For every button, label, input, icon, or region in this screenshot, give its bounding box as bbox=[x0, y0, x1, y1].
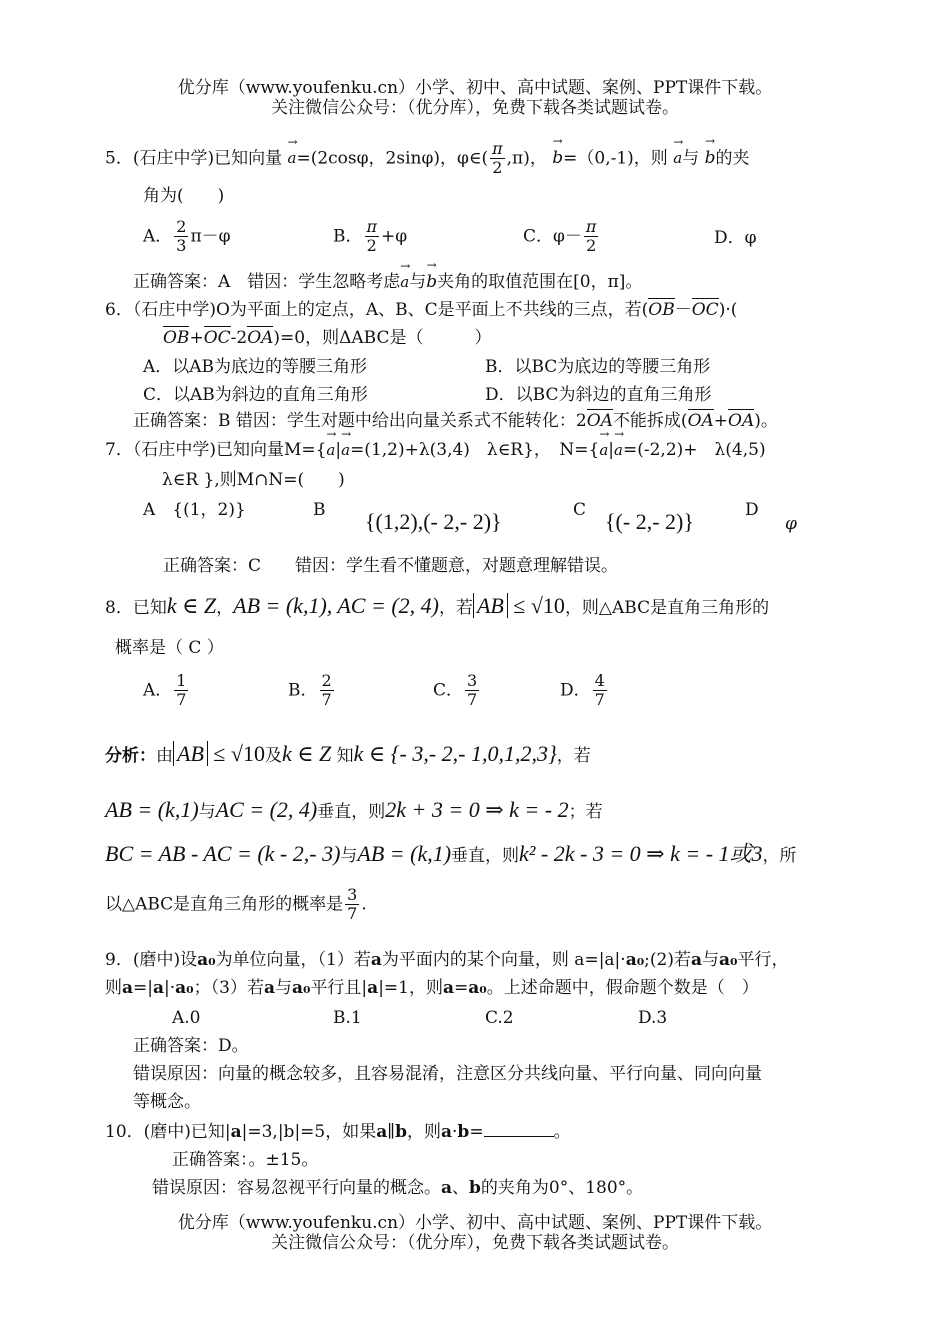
q6-option-c: C．以AB为斜边的直角三角形 bbox=[143, 385, 368, 405]
q9-reason-line1: 错误原因：向量的概念较多，且容易混淆，注意区分共线向量、平行向量、同向向量 bbox=[133, 1064, 762, 1084]
footer-line-1: 优分库（www.youfenku.cn）小学、初中、高中试题、案例、PPT课件下载。 bbox=[177, 1213, 773, 1233]
footer-line-2: 关注微信公众号：（优分库），免费下载各类试题试卷。 bbox=[271, 1233, 679, 1253]
q8-stem: 8．已知k ∈ Z，AB = (k,1), AC = (2, 4)，若 AB ≤ √10，则△ABC是直角三角形的 bbox=[105, 593, 770, 618]
q8-option-d: D． $\frac{4}{7}$ bbox=[560, 671, 605, 710]
vector-b: → b bbox=[705, 148, 716, 169]
q8-option-c: C． $\frac{3}{7}$ bbox=[433, 671, 478, 710]
answer-blank bbox=[484, 1122, 554, 1137]
q10-stem: 10．(磨中)已知|a|=3,|b|=5，如果a∥b，则a·b= 。 bbox=[105, 1122, 571, 1142]
q7-option-b-label: B bbox=[313, 500, 326, 520]
q7-option-c-label: C bbox=[573, 500, 587, 520]
q9-stem: 9．(磨中)设a₀为单位向量，（1）若a为平面内的某个向量，则 a=|a|·a₀;(2)若a与a₀平行， bbox=[105, 950, 789, 970]
q6-option-a: A．以AB为底边的等腰三角形 bbox=[143, 357, 368, 377]
q6-option-d: D．以BC为斜边的直角三角形 bbox=[485, 385, 712, 405]
q5-option-b: B． $\frac{\pi}{2}$ +φ bbox=[333, 217, 408, 256]
q5-option-c: C．φ－ $\frac{\pi}{2}$ bbox=[523, 217, 597, 256]
q5-option-a: A． $\frac{2}{3}$ π－φ bbox=[143, 217, 231, 256]
q5-option-d: D．φ bbox=[714, 228, 757, 248]
q7-stem: 7．（石庄中学)已知向量M={→ a|→ a=(1,2)+λ(3,4) λ∈R}， N={→ a|→ a=(-2,2)+ λ(4,5) bbox=[105, 440, 766, 461]
q9-answer: 正确答案：D。 bbox=[133, 1036, 249, 1056]
fraction-pi-over-2: $\frac{\pi}{2}$ bbox=[492, 139, 503, 178]
q8-option-b: B． $\frac{2}{7}$ bbox=[288, 671, 332, 710]
vector-b: → b bbox=[552, 148, 563, 169]
q10-reason: 错误原因：容易忽视平行向量的概念。a、b的夹角为0°、180°。 bbox=[152, 1178, 644, 1198]
q9-option-c: C.2 bbox=[485, 1008, 514, 1028]
q8-option-a: A． $\frac{1}{7}$ bbox=[143, 671, 187, 710]
q7-stem-line2: λ∈R },则M∩N=( ) bbox=[162, 470, 345, 490]
q6-answer: 正确答案：B 错因：学生对题中给出向量关系式不能转化：2OA不能拆成(OA+OA)。 bbox=[133, 411, 778, 431]
header-line-1: 优分库（www.youfenku.cn）小学、初中、高中试题、案例、PPT课件下载。 bbox=[177, 78, 773, 98]
q5-stem-line2: 角为( ) bbox=[143, 186, 225, 206]
q5-answer: 正确答案：A 错因：学生忽略考虑→ a与→ b夹角的取值范围在[0，π]。 bbox=[133, 272, 642, 293]
q9-option-d: D.3 bbox=[638, 1008, 668, 1028]
q10-answer: 正确答案：。±15。 bbox=[172, 1150, 319, 1170]
q7-option-a: A {(1，2)} bbox=[143, 500, 246, 520]
q6-stem-line2: OB+OC-2OA)=0，则ΔABC是（ ） bbox=[163, 328, 492, 348]
q9-option-a: A.0 bbox=[172, 1008, 201, 1028]
q5-stem: 5．(石庄中学)已知向量 → a=(2cosφ，2sinφ)，φ∈( $\frac{\pi}{2}$ ,π)， → b=（0,-1)，则 → a与 → b的夹 bbox=[105, 140, 749, 178]
q7-option-d: φ bbox=[785, 514, 797, 534]
q8-analysis-line1: 分析：由 AB ≤ √10及k ∈ Z 知k ∈ {- 3,- 2,- 1,0,1,2,3}，若 bbox=[105, 741, 591, 766]
q7-option-d-label: D bbox=[745, 500, 759, 520]
header-line-2: 关注微信公众号：（优分库），免费下载各类试题试卷。 bbox=[271, 98, 679, 118]
q7-option-c: {(- 2,- 2)} bbox=[605, 509, 694, 534]
q7-option-b: {(1,2),(- 2,- 2)} bbox=[365, 509, 502, 534]
q9-option-b: B.1 bbox=[333, 1008, 362, 1028]
q6-stem: 6．（石庄中学)O为平面上的定点，A、B、C是平面上不共线的三点，若(OB－OC)·( bbox=[105, 300, 738, 320]
q9-stem-line2: 则a=|a|·a₀；（3）若a与a₀平行且|a|=1，则a=a₀。上述命题中，假命题个数是（ ） bbox=[105, 978, 759, 998]
q8-stem-line2: 概率是（ C ） bbox=[115, 638, 224, 658]
q7-answer: 正确答案：C 错因：学生看不懂题意，对题意理解错误。 bbox=[163, 556, 619, 576]
q8-analysis-line4: 以△ABC是直角三角形的概率是 $\frac{3}{7}$ . bbox=[105, 885, 367, 924]
q6-option-b: B．以BC为底边的等腰三角形 bbox=[485, 357, 711, 377]
vector-a: → a bbox=[673, 149, 682, 168]
q8-analysis-line3: BC = AB - AC = (k - 2,- 3)与AB = (k,1)垂直，则k² - 2k - 3 = 0 ⇒ k = - 1或3，所 bbox=[105, 841, 797, 866]
vector-a: → a bbox=[288, 149, 297, 168]
q9-reason-line2: 等概念。 bbox=[133, 1092, 201, 1112]
q8-analysis-line2: AB = (k,1)与AC = (2, 4)垂直，则2k + 3 = 0 ⇒ k = - 2；若 bbox=[105, 797, 603, 822]
